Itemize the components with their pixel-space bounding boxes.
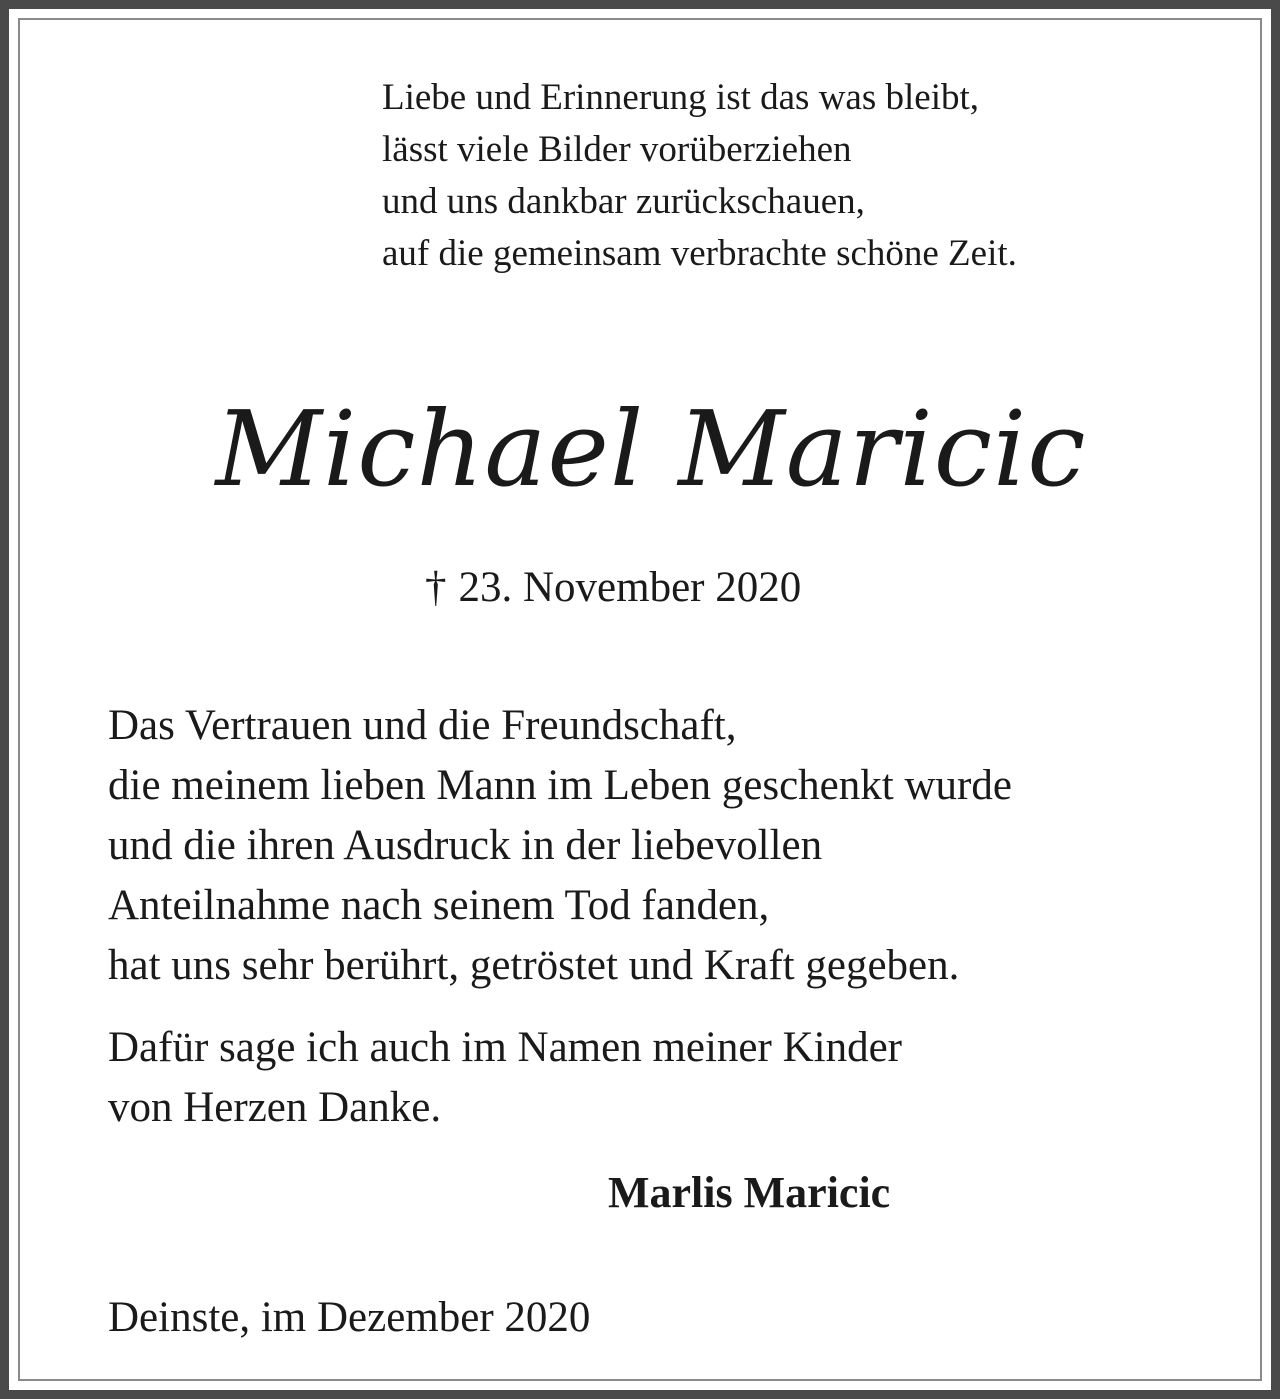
- poem-line: und uns dankbar zurückschauen,: [382, 181, 865, 222]
- poem-line: auf die gemeinsam verbrachte schöne Zeit.: [382, 233, 1017, 274]
- message-line: Anteilnahme nach seinem Tod fanden,: [108, 882, 770, 929]
- cross-icon: †: [425, 564, 447, 611]
- poem-line: Liebe und Erinnerung ist das was bleibt,: [382, 77, 980, 118]
- thanks-message: [108, 1018, 902, 1138]
- thanks-line: Dafür sage ich auch im Namen meiner Kinder: [108, 1024, 902, 1071]
- thanks-line: von Herzen Danke.: [108, 1084, 442, 1131]
- poem-line: lässt viele Bilder vorüberziehen: [382, 129, 852, 170]
- message-line: und die ihren Ausdruck in der liebevollen: [108, 822, 823, 869]
- deceased-name: Michael Maricic: [215, 388, 1087, 510]
- gratitude-message: [108, 696, 1012, 996]
- message-line: Das Vertrauen und die Freundschaft,: [108, 702, 737, 749]
- death-date: 23. November 2020: [458, 564, 802, 611]
- place-date: Deinste, im Dezember 2020: [108, 1294, 591, 1341]
- signature: Marlis Maricic: [608, 1168, 891, 1217]
- death-date-line: [425, 560, 801, 616]
- message-line: die meinem lieben Mann im Leben geschenkt wurde: [108, 762, 1012, 809]
- message-line: hat uns sehr berührt, getröstet und Kraft gegeben.: [108, 942, 960, 989]
- memorial-poem: [382, 72, 1017, 280]
